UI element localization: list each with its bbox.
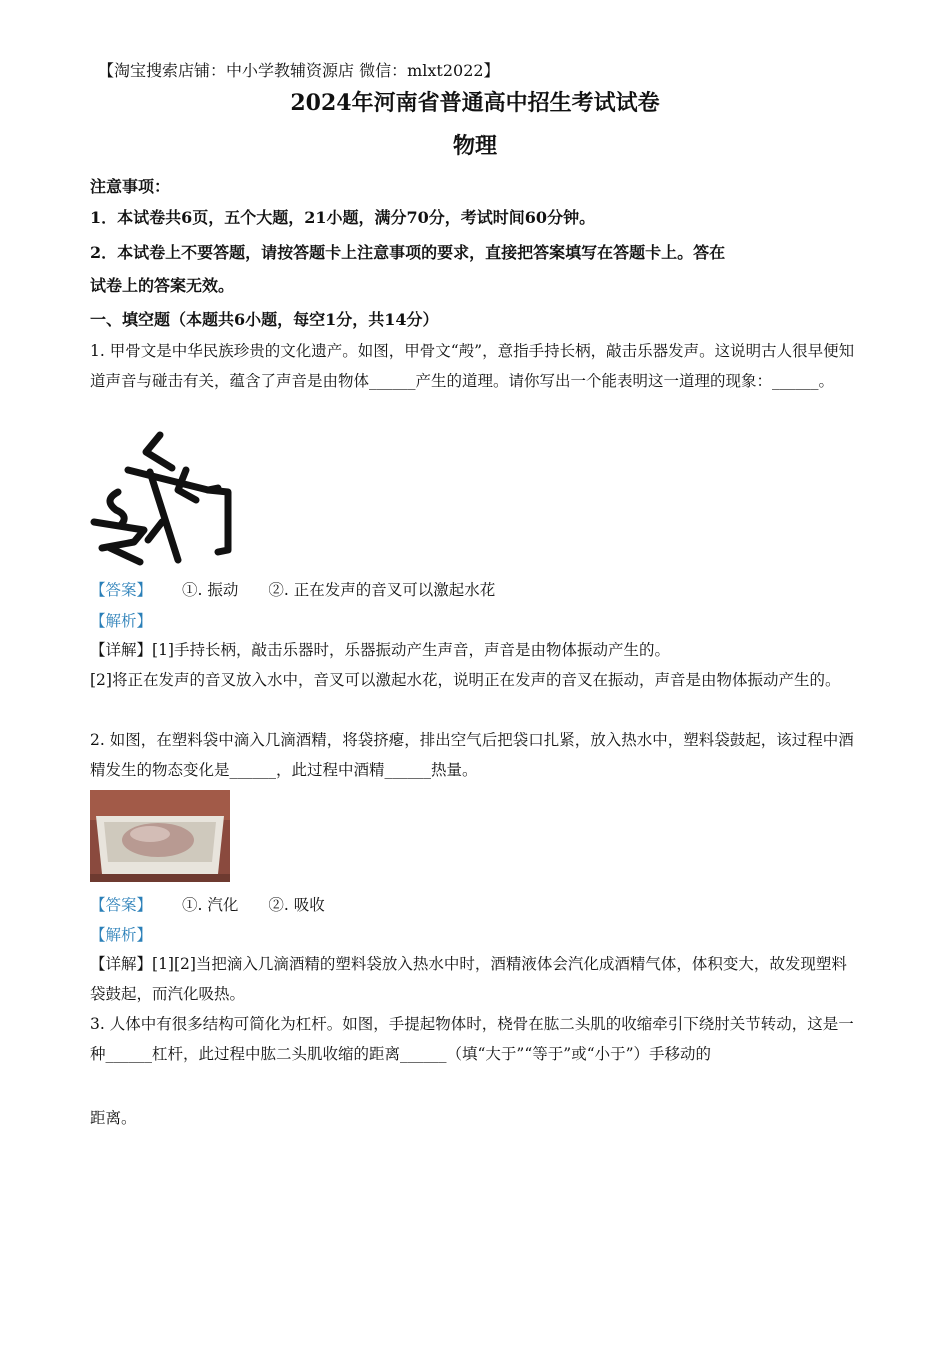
q1-text: 1. 甲骨文是中华民族珍贵的文化遗产。如图，甲骨文“殸”，意指手持长柄，敲击乐器发声。这说明古人很早便知道声音与碰击有关，蕴含了声音是由物体______产生的道理。请你写出一个能表明这一道理的现象：______。	[90, 342, 855, 390]
q3-text-end: 距离。	[90, 1109, 137, 1127]
notice-item-2-cont: 试卷上的答案无效。	[90, 276, 235, 295]
q1-detail-1-text: [1]手持长柄，敲击乐器时，乐器振动产生声音，声音是由物体振动产生的。	[152, 641, 670, 659]
notice-item-2: 2．本试卷上不要答题，请按答题卡上注意事项的要求，直接把答案填写在答题卡上。答在	[90, 243, 726, 262]
q2-answer-row	[90, 890, 862, 920]
q1-answer-row	[90, 575, 862, 605]
q2-analysis-label: 【解析】	[90, 926, 153, 944]
watermark-ad-line: 【淘宝搜索店铺：中小学教辅资源店 微信：mlxt2022】	[98, 61, 500, 80]
q3-text: 3. 人体中有很多结构可简化为杠杆。如图，手提起物体时，桡骨在肱二头肌的收缩牵引下绕肘关节转动，这是一种______杠杆，此过程中肱二头肌收缩的距离______（填“大于”“等于”或“小于”）手移动的	[90, 1015, 854, 1063]
q2-detail	[90, 949, 862, 1009]
detail-label: 【详解】	[90, 641, 153, 659]
notice-item-1: 1．本试卷共6页，五个大题，21小题，满分70分，考试时间60分钟。	[90, 208, 596, 227]
subject-title: 物理	[452, 133, 497, 159]
answer-label: 【答案】	[90, 896, 153, 914]
section-heading: 一、填空题（本题共6小题，每空1分，共14分）	[90, 310, 439, 329]
q1-answer-2: ②. 正在发声的音叉可以激起水花	[268, 581, 496, 599]
q1-analysis-label: 【解析】	[90, 612, 153, 630]
q2-answer-1: ①. 汽化	[182, 896, 239, 914]
q1-answer-1: ①. 振动	[182, 581, 239, 599]
plastic-bag-in-hot-water-photo	[90, 790, 230, 882]
q2-text: 2. 如图，在塑料袋中滴入几滴酒精，将袋挤瘪，排出空气后把袋口扎紧，放入热水中，塑料袋鼓起，该过程中酒精发生的物态变化是______，此过程中酒精______热量。	[90, 731, 854, 779]
detail-label: 【详解】	[90, 955, 153, 973]
q1-detail-2: [2]将正在发声的音叉放入水中，音叉可以激起水花，说明正在发声的音叉在振动，声音是由物体振动产生的。	[90, 671, 841, 689]
exam-title: 2024年河南省普通高中招生考试试卷	[290, 90, 660, 116]
answer-label: 【答案】	[90, 581, 153, 599]
q2-answer-2: ②. 吸收	[268, 896, 325, 914]
oracle-bone-character-image	[88, 430, 238, 570]
q2-detail-text: [1][2]当把滴入几滴酒精的塑料袋放入热水中时，酒精液体会汽化成酒精气体，体积变大，故发现塑料袋鼓起，而汽化吸热。	[90, 955, 847, 1003]
q1-detail-1	[90, 635, 862, 665]
notice-heading: 注意事项：	[90, 177, 171, 196]
